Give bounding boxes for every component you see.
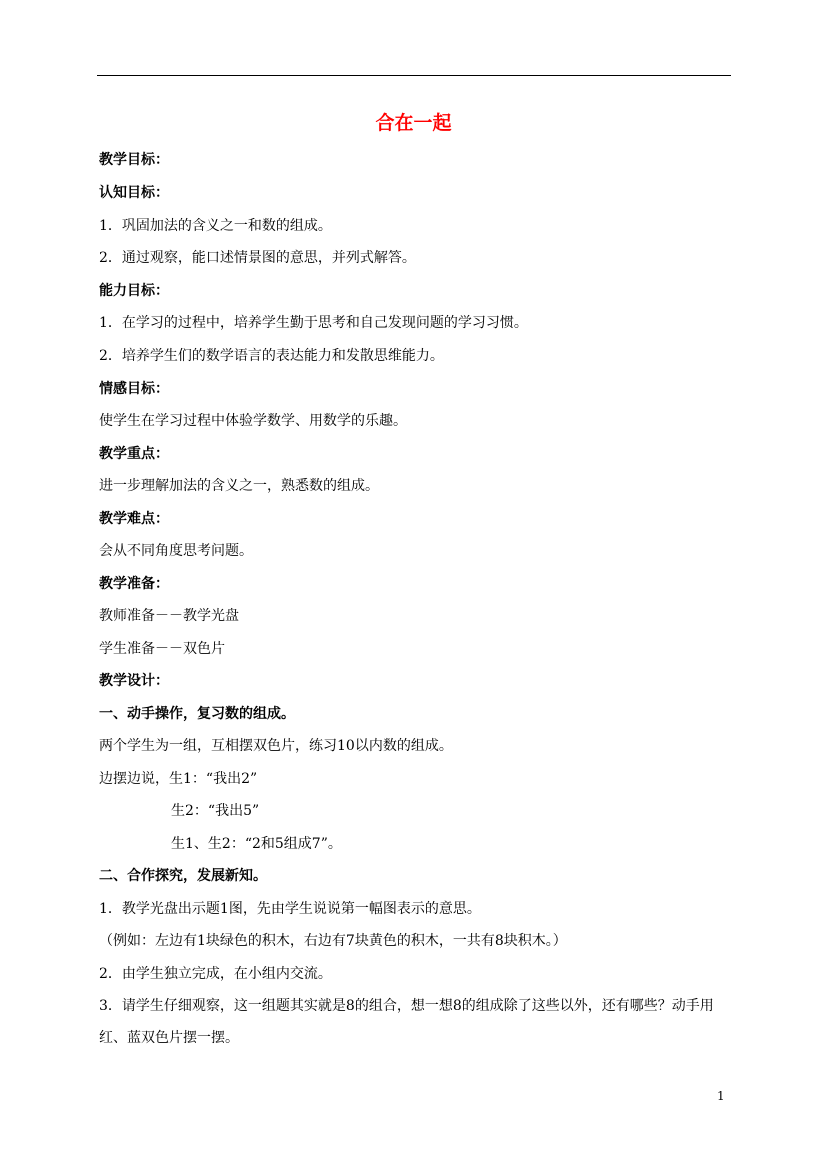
section-two-example: （例如：左边有1块绿色的积木，右边有7块黄色的积木，一共有8块积木。） (99, 933, 567, 949)
teacher-preparation: 教师准备－－教学光盘 (99, 608, 239, 624)
heading-key-points: 教学重点： (99, 446, 169, 462)
page-number: 1 (717, 1089, 725, 1103)
dialogue-line-1: 边摆边说，生1：“我出2” (99, 771, 258, 787)
ability-goal-2: 2．培养学生们的数学语言的表达能力和发散思维能力。 (99, 348, 444, 364)
cognitive-goal-2: 2．通过观察，能口述情景图的意思，并列式解答。 (99, 250, 416, 266)
heading-teaching-design: 教学设计： (99, 673, 169, 689)
dialogue-line-3: 生1、生2：“2和5组成7”。 (171, 836, 342, 852)
section-two-step-3: 3．请学生仔细观察，这一组题其实就是8的组合，想一想8的组成除了这些以外，还有哪些？动手用红、蓝双色片摆一摆。 (99, 998, 714, 1046)
difficulty-text: 会从不同角度思考问题。 (99, 543, 253, 559)
heading-cognitive-goals: 认知目标： (99, 185, 169, 201)
section-two-heading: 二、合作探究，发展新知。 (99, 868, 267, 884)
section-two-step-2: 2．由学生独立完成，在小组内交流。 (99, 966, 332, 982)
student-preparation: 学生准备－－双色片 (99, 641, 225, 657)
heading-emotional-goals: 情感目标： (99, 381, 169, 397)
section-two-step-1: 1．教学光盘出示题1图，先由学生说说第一幅图表示的意思。 (99, 901, 481, 917)
header-rule (97, 75, 731, 76)
section-one-heading: 一、动手操作，复习数的组成。 (99, 706, 295, 722)
heading-ability-goals: 能力目标： (99, 283, 169, 299)
heading-preparation: 教学准备： (99, 576, 169, 592)
key-point-text: 进一步理解加法的含义之一，熟悉数的组成。 (99, 478, 379, 494)
emotional-goal: 使学生在学习过程中体验学数学、用数学的乐趣。 (99, 413, 407, 429)
cognitive-goal-1: 1．巩固加法的含义之一和数的组成。 (99, 218, 332, 234)
heading-teaching-goals: 教学目标： (99, 152, 169, 168)
dialogue-line-2: 生2：“我出5” (171, 803, 260, 819)
ability-goal-1: 1．在学习的过程中，培养学生勤于思考和自己发现问题的学习习惯。 (99, 315, 528, 331)
section-one-paragraph: 两个学生为一组，互相摆双色片，练习10以内数的组成。 (99, 738, 453, 754)
heading-difficulties: 教学难点： (99, 511, 169, 527)
document-title: 合在一起 (375, 112, 452, 134)
